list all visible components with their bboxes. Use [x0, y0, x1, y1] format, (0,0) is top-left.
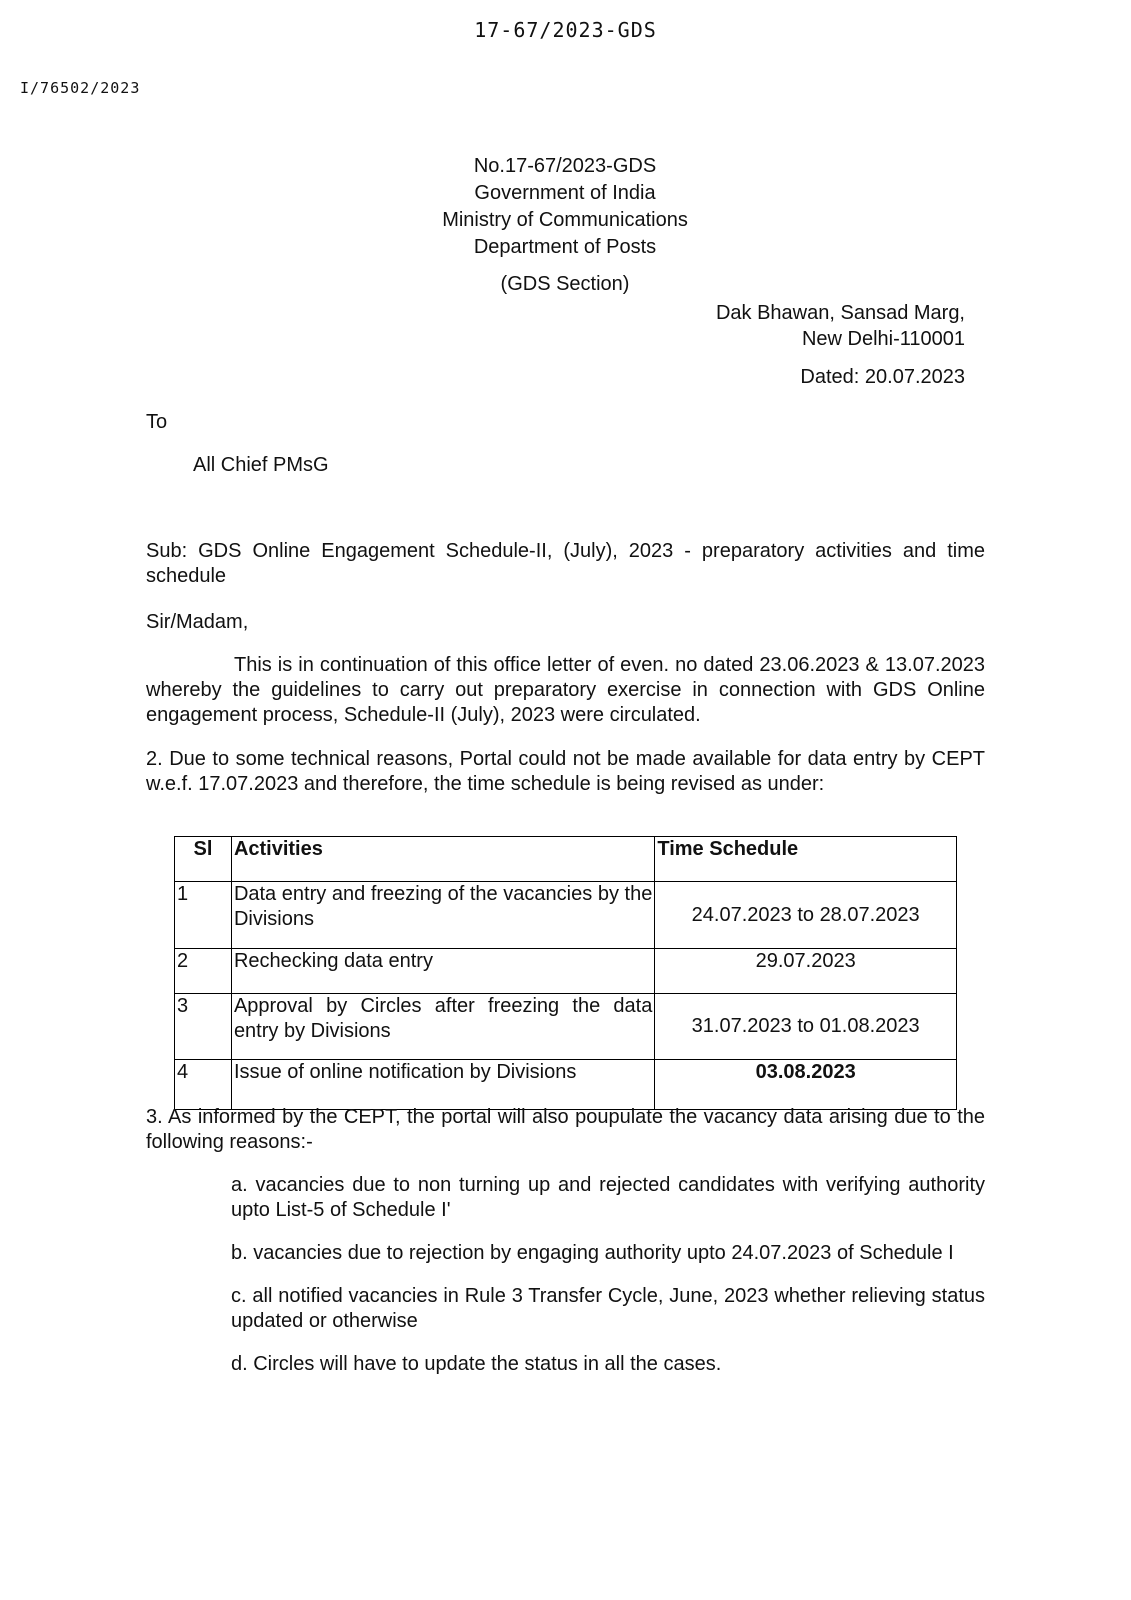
sender-address	[716, 301, 965, 390]
list-item: a. vacancies due to non turning up and rejected candidates with verifying authority upto List-5 of Schedule I'	[231, 1174, 985, 1221]
header-section: (GDS Section)	[500, 273, 630, 295]
row-activity: Approval by Circles after freezing the data entry by Divisions	[231, 994, 654, 1060]
letter-date: Dated: 20.07.2023	[800, 366, 965, 388]
table-row	[175, 949, 957, 994]
handwritten-diary-number: I/76502/2023	[20, 79, 141, 97]
to-label: To	[146, 411, 168, 433]
header-government: Government of India	[474, 182, 656, 204]
file-number: No.17-67/2023-GDS	[473, 155, 657, 177]
list-item: b. vacancies due to rejection by engaging authority upto 24.07.2023 of Schedule I	[231, 1242, 954, 1264]
row-schedule: 24.07.2023 to 28.07.2023	[655, 882, 957, 949]
list-item: d. Circles will have to update the status in all the cases.	[231, 1353, 722, 1375]
row-sl: 2	[175, 949, 232, 994]
row-sl: 1	[175, 882, 232, 949]
subject-line: Sub: GDS Online Engagement Schedule-II, (July), 2023 - preparatory activities and time schedule	[146, 540, 985, 587]
column-header-time-schedule: Time Schedule	[655, 837, 957, 882]
reasons-list	[231, 1173, 985, 1395]
schedule-table	[174, 836, 957, 1110]
table-row	[175, 994, 957, 1060]
paragraph-2: 2. Due to some technical reasons, Portal could not be made available for data entry by CEPT w.e.f. 17.07.2023 and therefore, the time schedule is being revised as under:	[146, 748, 985, 795]
handwritten-file-number: 17-67/2023-GDS	[474, 18, 657, 42]
row-activity: Data entry and freezing of the vacancies by the Divisions	[231, 882, 654, 949]
address-line-2: New Delhi-110001	[801, 328, 965, 350]
paragraph-1: This is in continuation of this office letter of even. no dated 23.06.2023 & 13.07.2023 whereby the guidelines to carry out preparatory exercise in connection with GDS Online engagement process, Schedule-II (July), 2023 were circulated.	[146, 654, 985, 726]
row-sl: 4	[175, 1060, 232, 1110]
list-item: c. all notified vacancies in Rule 3 Transfer Cycle, June, 2023 whether relieving status updated or otherwise	[231, 1285, 985, 1332]
table-row	[175, 1060, 957, 1110]
header-department: Department of Posts	[473, 236, 657, 258]
header-ministry: Ministry of Communications	[442, 209, 688, 231]
row-schedule: 29.07.2023	[655, 949, 957, 994]
table-row	[175, 882, 957, 949]
table-header-row	[175, 837, 957, 882]
row-schedule: 31.07.2023 to 01.08.2023	[655, 994, 957, 1060]
column-header-activities: Activities	[231, 837, 654, 882]
column-header-sl: Sl	[175, 837, 232, 882]
row-sl: 3	[175, 994, 232, 1060]
row-activity: Rechecking data entry	[231, 949, 654, 994]
address-line-1: Dak Bhawan, Sansad Marg,	[715, 302, 965, 324]
letter-header	[360, 154, 770, 297]
recipient-name: All Chief PMsG	[193, 454, 329, 476]
paragraph-3: 3. As informed by the CEPT, the portal will also poupulate the vacancy data arising due to the following reasons:-	[146, 1106, 985, 1153]
row-schedule: 03.08.2023	[655, 1060, 957, 1110]
salutation: Sir/Madam,	[146, 611, 249, 633]
row-activity: Issue of online notification by Divisions	[231, 1060, 654, 1110]
